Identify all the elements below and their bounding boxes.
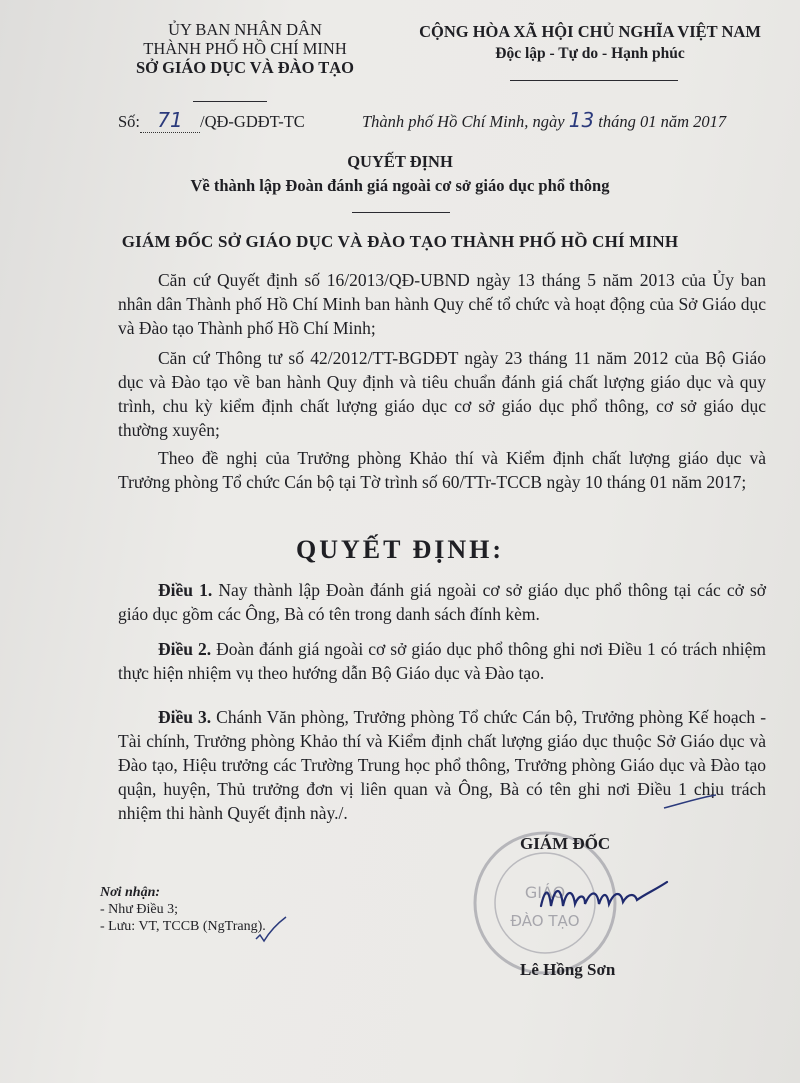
article-1-text: Nay thành lập Đoàn đánh giá ngoài cơ sở giáo dục phổ thông tại các cở sở giáo dục gồm các Ông, Bà có tên trong danh sách đính kèm.	[118, 580, 767, 624]
issue-date	[362, 108, 726, 132]
article-3-label: Điều 3.	[158, 707, 212, 727]
document-number-value: 71	[157, 108, 183, 132]
article-3-text: Chánh Văn phòng, Trưởng phòng Tổ chức Cán bộ, Trưởng phòng Kế hoạch - Tài chính, Trưởng phòng Khảo thí và Kiểm định chất lượng giáo dục thuộc Sở Giáo dục và Đào tạo, Hiệu trưởng các Trường Trung học phổ thông, Trưởng phòng Giáo dục và Đào tạo quận, huyện, Thủ trưởng đơn vị liên quan và Ông, Bà có tên ghi nơi Điều 1 chịu trách nhiệm thi hành Quyết định này./.	[118, 707, 767, 823]
issuer-underline	[193, 101, 267, 102]
national-motto: Độc lập - Tự do - Hạnh phúc	[495, 45, 685, 62]
svg-text:GIÁO: GIÁO	[524, 883, 566, 902]
signer-name: Lê Hồng Sơn	[520, 960, 616, 979]
recipient-item: - Lưu: VT, TCCB (NgTrang).	[100, 919, 266, 934]
legal-basis-3: Theo đề nghị của Trưởng phòng Khảo thí và Kiểm định chất lượng giáo dục và Trưởng phòng Tổ chức Cán bộ tại Tờ trình số 60/TTr-TCCB ngày 10 tháng 01 năm 2017;	[118, 448, 766, 492]
document-subtitle: Về thành lập Đoàn đánh giá ngoài cơ sở giáo dục phổ thông	[190, 176, 610, 195]
issuing-authority: GIÁM ĐỐC SỞ GIÁO DỤC VÀ ĐÀO TẠO THÀNH PHỐ HỒ CHÍ MINH	[121, 232, 679, 251]
issuer-line-1: ỦY BAN NHÂN DÂN	[168, 20, 322, 39]
national-motto-block	[380, 22, 800, 63]
recipients-heading: Nơi nhận:	[100, 885, 161, 900]
title-underline	[352, 212, 450, 213]
date-day: 13	[568, 108, 595, 132]
article-2-text: Đoàn đánh giá ngoài cơ sở giáo dục phổ thông ghi nơi Điều 1 có trách nhiệm thực hiện nhiệm vụ theo hướng dẫn Bộ Giáo dục và Đào tạo.	[118, 639, 767, 683]
document-number	[118, 108, 305, 133]
initials-mark-icon	[250, 915, 290, 945]
country-name: CỘNG HÒA XÃ HỘI CHỦ NGHĨA VIỆT NAM	[419, 22, 761, 41]
issuer-line-2: THÀNH PHỐ HỒ CHÍ MINH	[143, 39, 347, 58]
issuer-department: SỞ GIÁO DỤC VÀ ĐÀO TẠO	[135, 58, 355, 77]
issuer-block	[80, 20, 410, 77]
signer-title: GIÁM ĐỐC	[520, 834, 611, 853]
decision-heading: QUYẾT ĐỊNH:	[295, 535, 505, 564]
document-number-suffix: /QĐ-GDĐT-TC	[200, 112, 305, 131]
article-1-label: Điều 1.	[158, 580, 213, 600]
date-rest: tháng 01 năm 2017	[598, 112, 727, 131]
document-title: QUYẾT ĐỊNH	[347, 152, 453, 171]
svg-text:ĐÀO TẠO: ĐÀO TẠO	[510, 912, 580, 930]
document-number-prefix: Số:	[118, 112, 141, 131]
legal-basis-2: Căn cứ Thông tư số 42/2012/TT-BGDĐT ngày 23 tháng 11 năm 2012 của Bộ Giáo dục và Đào tạo về ban hành Quy định và tiêu chuẩn đánh giá chất lượng giáo dục và quy trình, chu kỳ kiểm định chất lượng giáo dục cơ sở giáo dục phổ thông, cơ sở giáo dục thường xuyên;	[118, 348, 766, 440]
recipient-item: - Như Điều 3;	[100, 902, 178, 917]
date-prefix: Thành phố Hồ Chí Minh, ngày	[362, 112, 565, 131]
recipients-block	[100, 884, 266, 935]
article-2	[118, 637, 766, 685]
article-2-label: Điều 2.	[158, 639, 212, 659]
legal-basis-1: Căn cứ Quyết định số 16/2013/QĐ-UBND ngày 13 tháng 5 năm 2013 của Ủy ban nhân dân Thành phố Hồ Chí Minh ban hành Quy chế tổ chức và hoạt động của Sở Giáo dục và Đào tạo Thành phố Hồ Chí Minh;	[118, 270, 766, 338]
end-mark-icon	[660, 792, 720, 814]
handwritten-signature-icon	[535, 868, 675, 928]
article-1	[118, 578, 766, 626]
motto-underline	[510, 80, 678, 81]
